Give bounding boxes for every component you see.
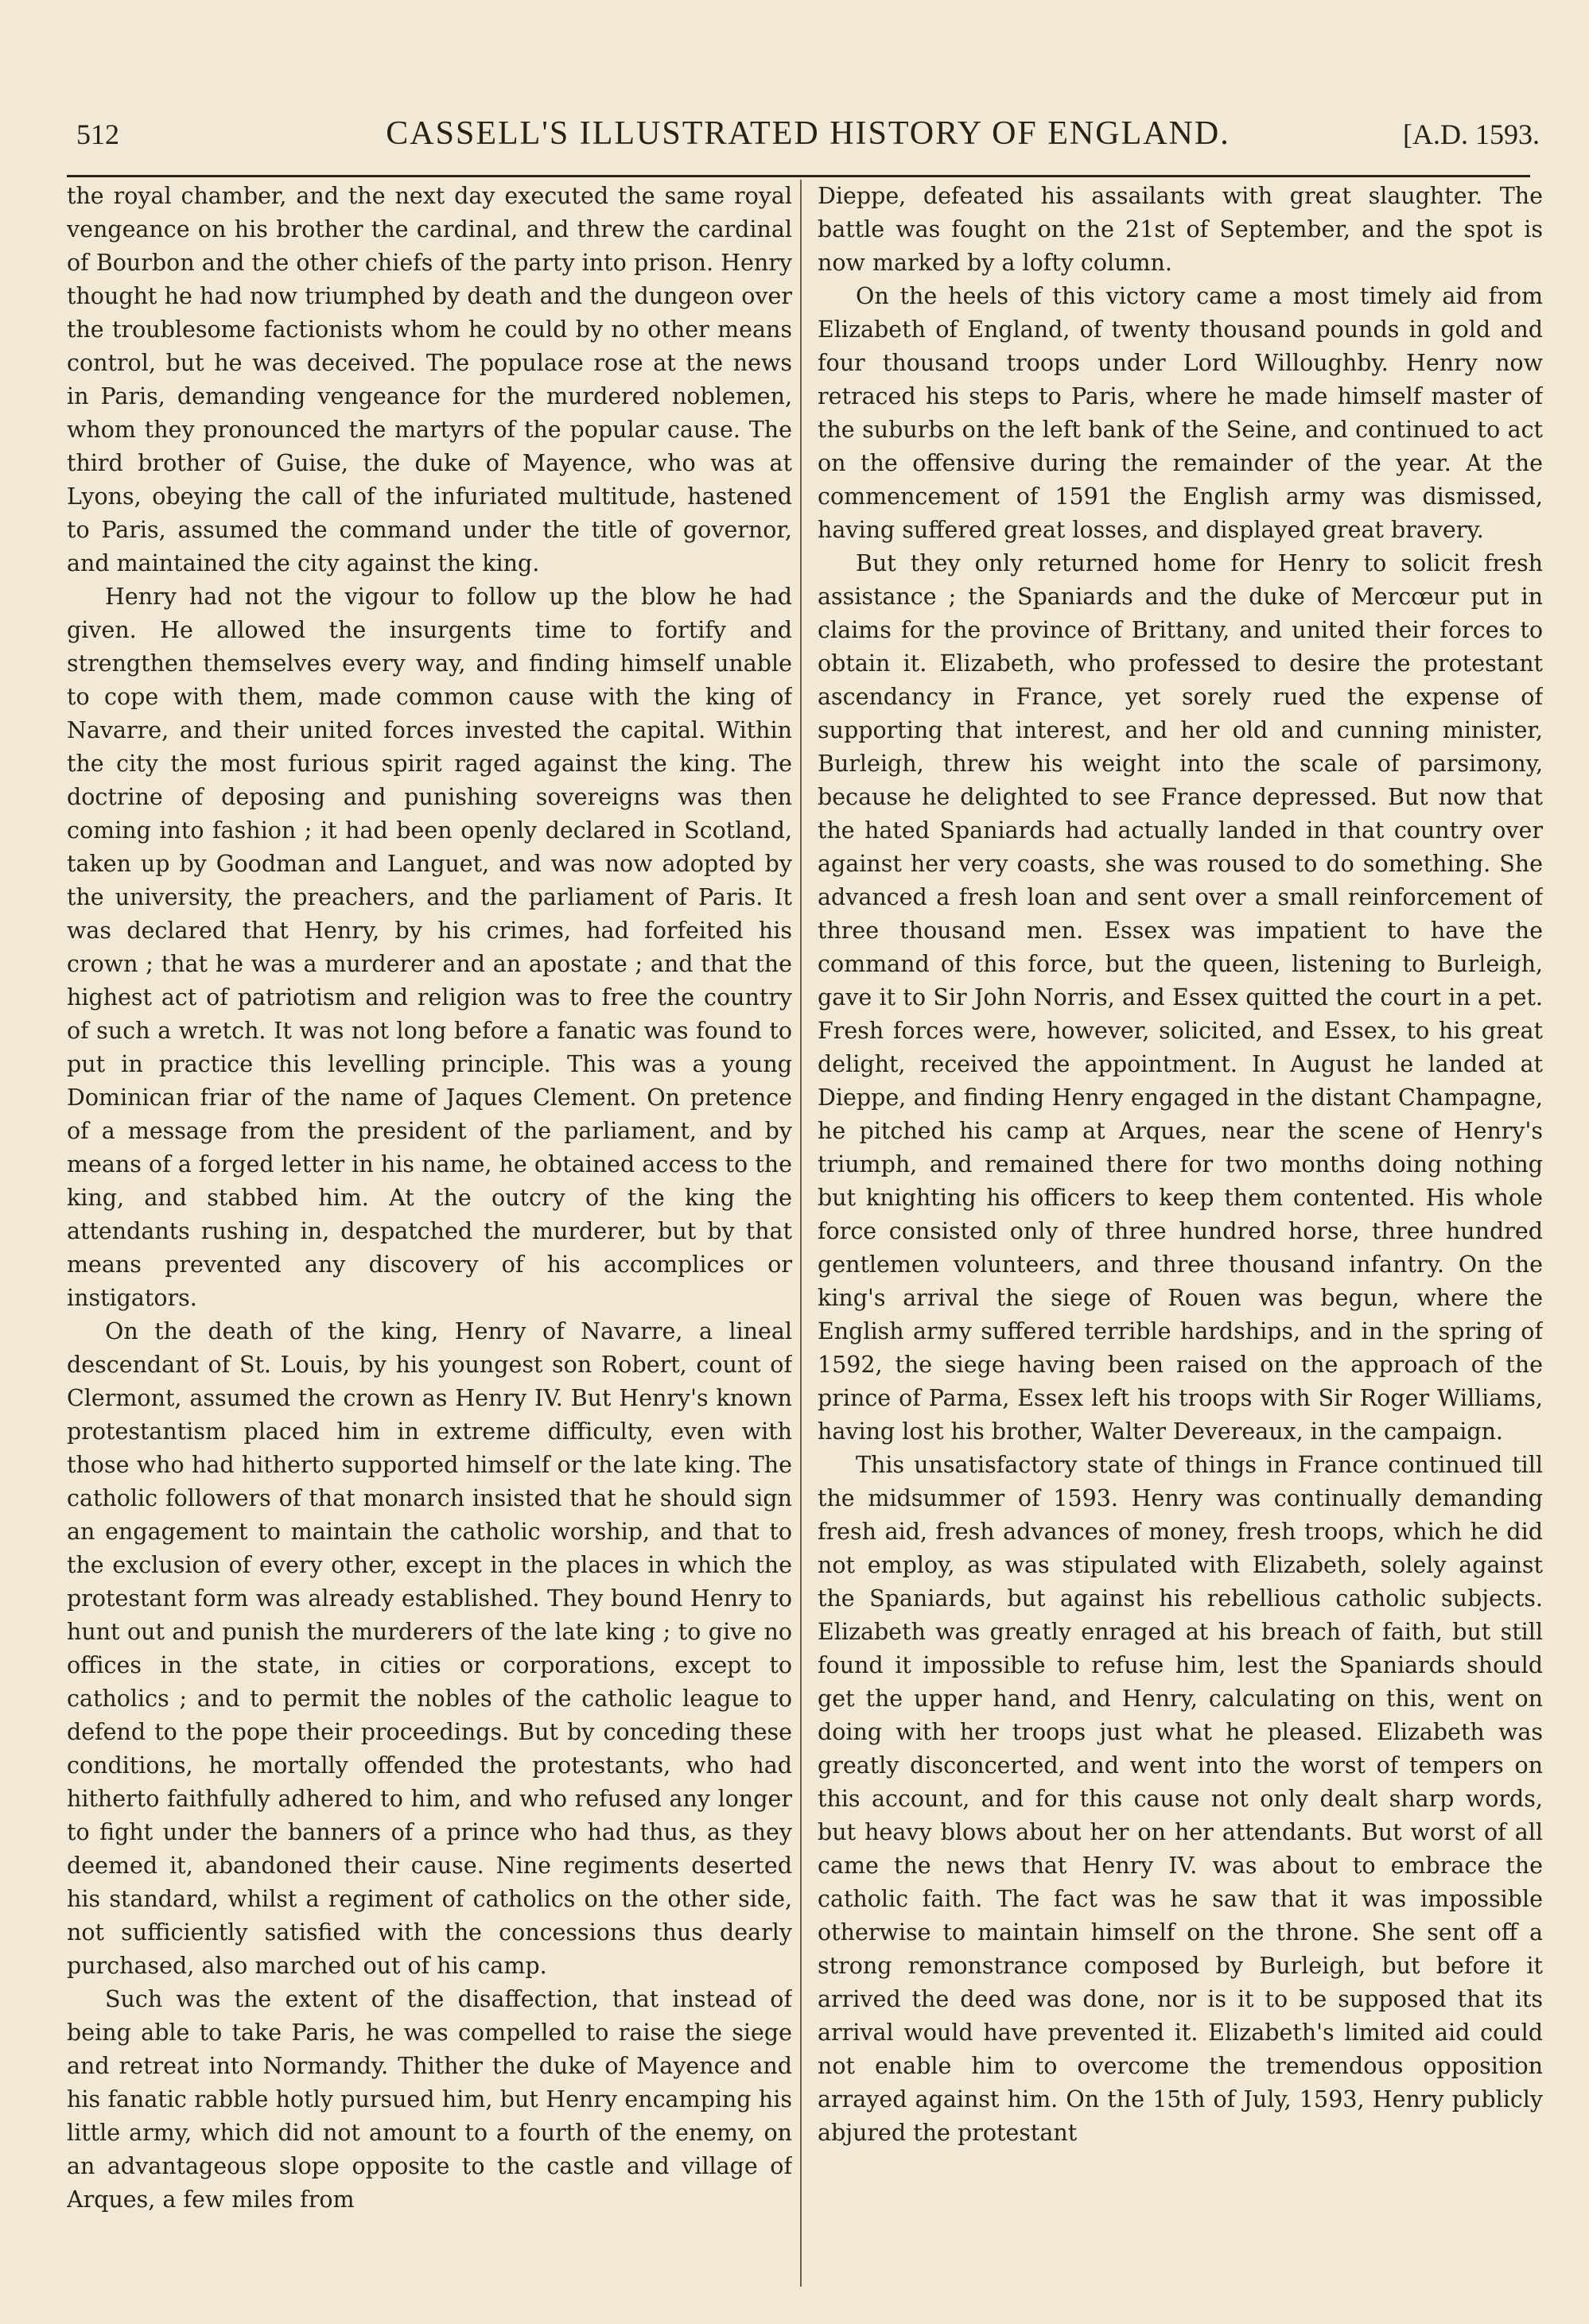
paragraph: Such was the extent of the disaffection, that instead of being able to take Paris, he was compelled to raise the siege and retreat into Normandy. Thither the duke of Mayence and his fanatic rabble hotly pursued him, but Henry encamping his little army, which did not amount to a fourth of the enemy, on an advantageous slope opposite to the castle and village of Arques, a few miles from xyxy=(67,1986,792,2213)
paragraph: But they only returned home for Henry to solicit fresh assistance ; the Spaniards and the duke of Mercœur put in claims for the province of Brittany, and united their forces to obtain it. Elizabeth, who professed to desire the protestant ascendancy in France, yet sorely rued the expense of supporting that interest, and her old and cunning minister, Burleigh, threw his weight into the scale of parsimony, because he delighted to see France depressed. But now that the hated Spaniards had actually landed in that country over against her very coasts, she was roused to do something. She advanced a fresh loan and sent over a small reinforcement of three thousand men. Essex was impatient to have the command of this force, but the queen, listening to Burleigh, gave it to Sir John Norris, and Essex quitted the court in a pet. Fresh forces were, however, solicited, and Essex, to his great delight, received the appointment. In August he landed at Dieppe, and finding Henry engaged in the distant Champagne, he pitched his camp at Arques, near the scene of Henry's triumph, and remained there for two months doing nothing but knighting his officers to keep them contented. His whole force consisted only of three hundred horse, three hundred gentlemen volunteers, and three thousand infantry. On the king's arrival the siege of Rouen was begun, where the English army suffered terrible hardships, and in the spring of 1592, the siege having been raised on the approach of the prince of Parma, Essex left his troops with Sir Roger Williams, having lost his brother, Walter Devereaux, in the campaign. xyxy=(818,550,1543,1445)
running-title: CASSELL'S ILLUSTRATED HISTORY OF ENGLAND. xyxy=(386,115,1230,152)
paragraph: Henry had not the vigour to follow up the blow he had given. He allowed the insurgents time to fortify and strengthen themselves every way, and finding himself unable to cope with them, made common cause with the king of Navarre, and their united forces invested the capital. Within the city the most furious spirit raged against the king. The doctrine of deposing and punishing sovereigns was then coming into fashion ; it had been openly declared in Scotland, taken up by Goodman and Languet, and was now adopted by the university, the preachers, and the parliament of Paris. It was declared that Henry, by his crimes, had forfeited his crown ; that he was a murderer and an apostate ; and that the highest act of patriotism and religion was to free the country of such a wretch. It was not long before a fanatic was found to put in practice this levelling principle. This was a young Dominican friar of the name of Jaques Clement. On pretence of a message from the president of the parliament, and by means of a forged letter in his name, he obtained access to the king, and stabbed him. At the outcry of the king the attendants rushing in, despatched the murderer, but by that means prevented any discovery of his accomplices or instigators. xyxy=(67,584,792,1311)
paragraph: On the death of the king, Henry of Navarre, a lineal descendant of St. Louis, by his youngest son Robert, count of Clermont, assumed the crown as Henry IV. But Henry's known protestantism placed him in extreme difficulty, even with those who had hitherto supported himself or the late king. The catholic followers of that monarch insisted that he should sign an engagement to maintain the catholic worship, and that to the exclusion of every other, except in the places in which the protestant form was already established. They bound Henry to hunt out and punish the murderers of the late king ; to give no offices in the state, in cities or corporations, except to catholics ; and to permit the nobles of the catholic league to defend to the pope their proceedings. But by conceding these conditions, he mortally offended the protestants, who had hitherto faithfully adhered to him, and who refused any longer to fight under the banners of a prince who had thus, as they deemed it, abandoned their cause. Nine regiments deserted his standard, whilst a regiment of catholics on the other side, not sufficiently satisfied with the concessions thus dearly purchased, also marched out of his camp. xyxy=(67,1318,792,1979)
page-header xyxy=(76,111,1540,159)
left-column xyxy=(67,180,792,2287)
paragraph: the royal chamber, and the next day executed the same royal vengeance on his brother the cardinal, and threw the cardinal of Bourbon and the other chiefs of the party into prison. Henry thought he had now triumphed by death and the dungeon over the troublesome factionists whom he could by no other means control, but he was deceived. The populace rose at the news in Paris, demanding vengeance for the murdered noblemen, whom they pronounced the martyrs of the popular cause. The third brother of Guise, the duke of Mayence, who was at Lyons, obeying the call of the infuriated multitude, hastened to Paris, assumed the command under the title of governor, and maintained the city against the king. xyxy=(67,183,792,576)
paragraph: This unsatisfactory state of things in France continued till the midsummer of 1593. Henry was continually demanding fresh aid, fresh advances of money, fresh troops, which he did not employ, as was stipulated with Elizabeth, solely against the Spaniards, but against his rebellious catholic subjects. Elizabeth was greatly enraged at his breach of faith, but still found it impossible to refuse him, lest the Spaniards should get the upper hand, and Henry, calculating on this, went on doing with her troops just what he pleased. Elizabeth was greatly disconcerted, and went into the worst of tempers on this account, and for this cause not only dealt sharp words, but heavy blows about her on her attendants. But worst of all came the news that Henry IV. was about to embrace the catholic faith. The fact was he saw that it was impossible otherwise to maintain himself on the throne. She sent off a strong remonstrance composed by Burleigh, but before it arrived the deed was done, nor is it to be supposed that its arrival would have prevented it. Elizabeth's limited aid could not enable him to overcome the tremendous opposition arrayed against him. On the 15th of July, 1593, Henry publicly abjured the protestant xyxy=(818,1452,1543,2146)
right-column xyxy=(818,180,1543,2287)
paragraph: On the heels of this victory came a most timely aid from Elizabeth of England, of twenty thousand pounds in gold and four thousand troops under Lord Willoughby. Henry now retraced his steps to Paris, where he made himself master of the suburbs on the left bank of the Seine, and continued to act on the offensive during the remainder of the year. At the commencement of 1591 the English army was dismissed, having suffered great losses, and displayed great bravery. xyxy=(818,283,1543,543)
page-number: 512 xyxy=(76,118,119,150)
column-divider xyxy=(800,180,802,2287)
header-rule xyxy=(67,175,1530,177)
date-marker: [A.D. 1593. xyxy=(1403,118,1540,150)
paragraph: Dieppe, defeated his assailants with great slaughter. The battle was fought on the 21st of September, and the spot is now marked by a lofty column. xyxy=(818,183,1543,276)
